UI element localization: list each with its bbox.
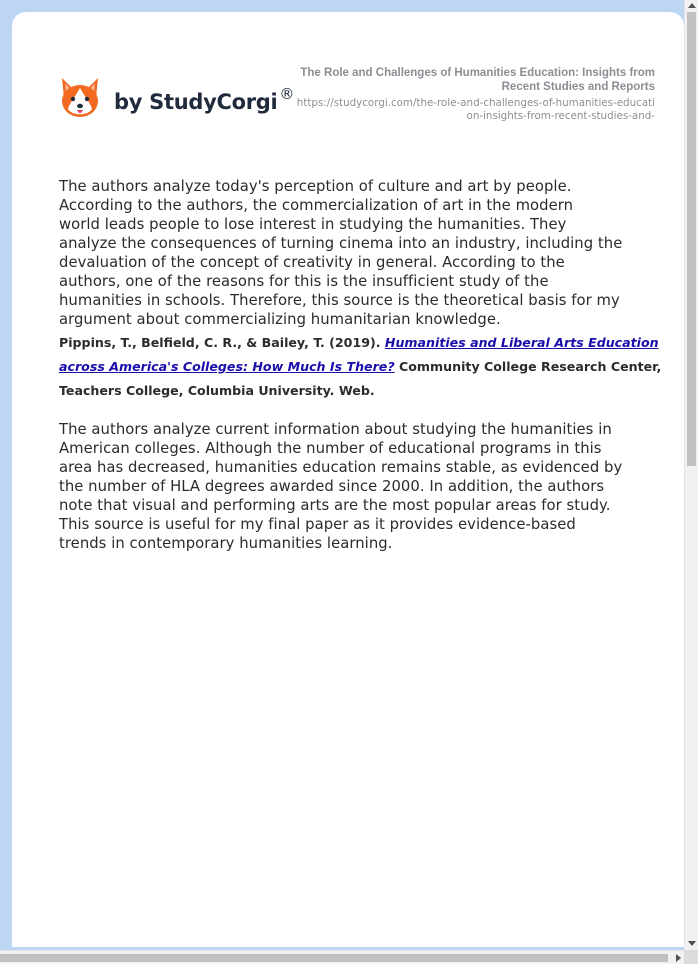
reference-link[interactable]: across America's Colleges: How Much Is There? xyxy=(59,359,395,374)
document-url[interactable]: https://studycorgi.com/the-role-and-challenges-of-humanities-education-insights-from-recent-studies-and- xyxy=(296,97,655,122)
text-line: humanities in schools. Therefore, this source is the theoretical basis for my xyxy=(59,292,620,309)
text-line: American colleges. Although the number of educational programs in this xyxy=(59,440,602,457)
document-header xyxy=(295,66,655,123)
reference-publisher: Teachers College, Columbia University. Web. xyxy=(59,383,375,398)
annotation-paragraph-1 xyxy=(59,177,659,329)
vertical-scroll-thumb[interactable] xyxy=(687,12,696,466)
document-body xyxy=(59,177,662,553)
reference-entry xyxy=(59,331,662,403)
vertical-scrollbar[interactable] xyxy=(684,0,698,950)
reference-line xyxy=(59,331,659,355)
corgi-icon xyxy=(60,76,100,120)
document-page xyxy=(12,12,684,947)
reference-link[interactable]: Humanities and Liberal Arts Education xyxy=(384,335,659,350)
studycorgi-logo[interactable] xyxy=(60,76,294,120)
text-line: The authors analyze current information about studying the humanities in xyxy=(59,421,612,438)
scrollbar-corner xyxy=(684,950,698,964)
scroll-down-icon[interactable] xyxy=(688,941,696,946)
reference-authors: Pippins, T., Belfield, C. R., & Bailey, T. (2019). xyxy=(59,335,381,350)
text-line: world leads people to lose interest in studying the humanities. They xyxy=(59,216,567,233)
text-line: argument about commercializing humanitarian knowledge. xyxy=(59,311,501,328)
document-title: The Role and Challenges of Humanities Education: Insights from Recent Studies and Reports xyxy=(300,67,655,93)
text-line: analyze the consequences of turning cinema into an industry, including the xyxy=(59,235,623,252)
text-line: authors, one of the reasons for this is the insufficient study of the xyxy=(59,273,549,290)
text-line: note that visual and performing arts are the most popular areas for study. xyxy=(59,497,611,514)
text-line: the number of HLA degrees awarded since 2000. In addition, the authors xyxy=(59,478,605,495)
text-line: trends in contemporary humanities learning. xyxy=(59,535,393,552)
reference-line xyxy=(59,355,662,379)
scroll-right-icon[interactable] xyxy=(676,954,681,962)
text-line: devaluation of the concept of creativity in general. According to the xyxy=(59,254,565,271)
text-line: This source is useful for my final paper as it provides evidence-based xyxy=(59,516,576,533)
reference-publisher: Community College Research Center, xyxy=(399,359,662,374)
text-line: The authors analyze today's perception of culture and art by people. xyxy=(59,178,572,195)
horizontal-scrollbar[interactable] xyxy=(0,950,684,964)
text-line: According to the authors, the commercialization of art in the modern xyxy=(59,197,574,214)
registered-mark: ® xyxy=(279,85,295,103)
text-line: area has decreased, humanities education remains stable, as evidenced by xyxy=(59,459,623,476)
scroll-up-icon[interactable] xyxy=(688,3,696,8)
horizontal-scroll-thumb[interactable] xyxy=(0,954,668,962)
logo-text: by StudyCorgi ® xyxy=(114,85,295,114)
annotation-paragraph-2 xyxy=(59,420,659,553)
